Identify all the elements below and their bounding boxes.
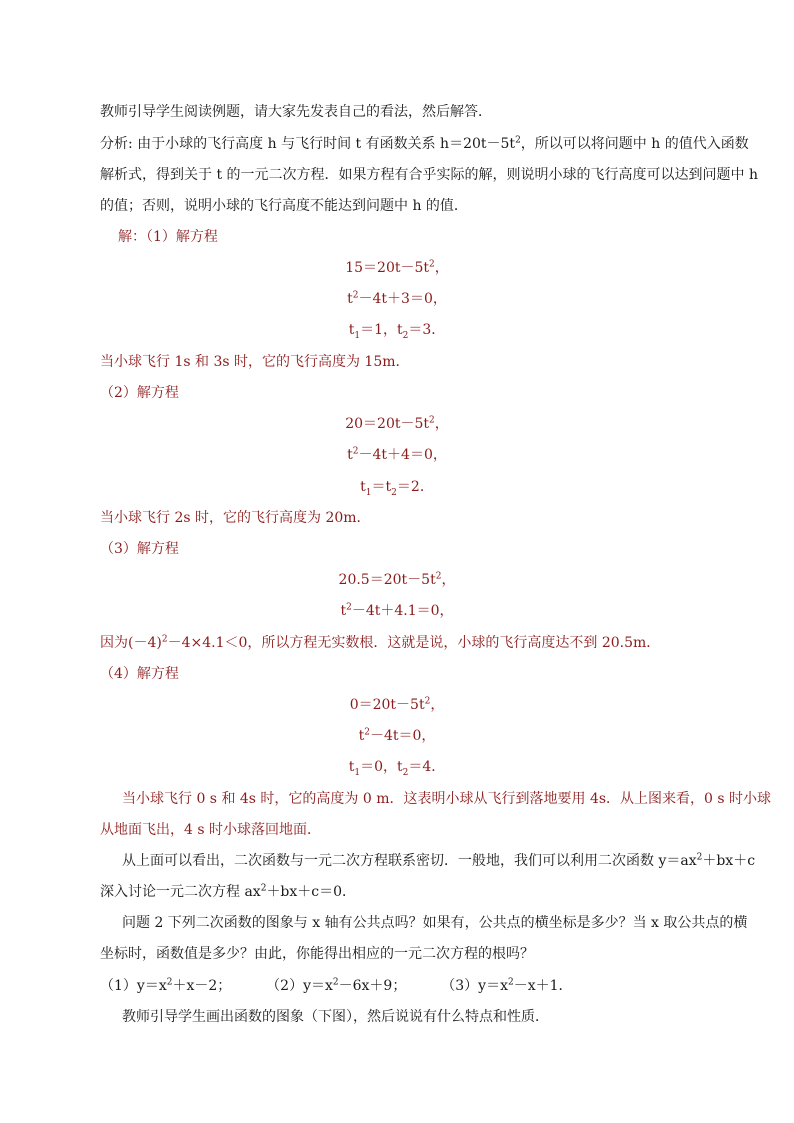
question-2-line-2: 坐标时，函数值是多少？由此，你能得出相应的一元二次方程的根吗？ xyxy=(100,946,534,962)
solution-2-equation-1: $20=20t-5t^2$， xyxy=(345,415,449,432)
intro-text: 教师引导学生阅读例题，请大家先发表自己的看法，然后解答． xyxy=(100,104,492,120)
function-2: $(2)y=x^2-6x+9$； xyxy=(266,977,407,994)
question-2-line-1: 问题 2 下列二次函数的图象与 x 轴有公共点吗？如果有，公共点的横坐标是多少？当 x 取公共点的横 xyxy=(122,915,748,931)
solution-1-equation-1: $15=20t-5t^2$， xyxy=(345,259,449,276)
solution-4-heading: （4）解方程 xyxy=(100,666,179,682)
relation-line-2: 深入讨论一元二次方程 $ax^2+bx+c=0$． xyxy=(100,883,357,900)
solution-4-equation-2: $t^2-4t=0$， xyxy=(358,727,436,744)
relation-line-1: 从上面可以看出，二次函数与一元二次方程联系密切．一般地，我们可以利用二次函数 $y=ax^2+bx+c$ xyxy=(122,852,756,869)
solution-3-equation-2: $t^2-4t+4.1=0$， xyxy=(340,602,454,619)
solution-2-heading: （2）解方程 xyxy=(100,385,179,401)
solution-1-equation-2: $t^2-4t+3=0$， xyxy=(347,290,447,307)
solution-4-equation-1: $0=20t-5t^2$， xyxy=(349,696,445,713)
function-3: $(3)y=x^2-x+1$． xyxy=(441,977,573,994)
solution-2-conclusion: 当小球飞行 2s 时，它的飞行高度为 20m． xyxy=(100,510,371,526)
solution-2-equation-3: $t_1=t_2=2$． xyxy=(360,479,434,498)
solution-3-conclusion: 因为$(-4)^2-4\times 4.1<0$，所以方程无实数根．这就是说，小球的飞行高度达不到 20.5m． xyxy=(100,634,661,651)
solution-4-conclusion-line-2: 从地面飞出，4 s 时小球落回地面． xyxy=(100,822,321,838)
solution-3-heading: （3）解方程 xyxy=(100,541,179,557)
solution-1-heading: 解：（1）解方程 xyxy=(118,229,218,245)
solution-4-conclusion-line-1: 当小球飞行 0 s 和 4s 时，它的高度为 0 m．这表明小球从飞行到落地要用 4s．从上图来看，0 s 时小球 xyxy=(122,791,772,807)
solution-2-equation-2: $t^2-4t+4=0$， xyxy=(347,446,447,463)
question-2-functions xyxy=(100,976,720,996)
analysis-line-2: 解析式，得到关于 t 的一元二次方程．如果方程有合乎实际的解，则说明小球的飞行高度可以达到问题中 h xyxy=(100,167,758,183)
solution-4-equation-3: $t_1=0$，$t_2=4$． xyxy=(348,759,446,778)
analysis-line-3: 的值；否则，说明小球的飞行高度不能达到问题中 h 的值． xyxy=(100,198,468,214)
solution-1-conclusion: 当小球飞行 1s 和 3s 时，它的飞行高度为 15m． xyxy=(100,354,410,370)
solution-1-equation-3: $t_1=1$，$t_2=3$． xyxy=(348,322,446,341)
function-1: $(1)y=x^2+x-2$； xyxy=(100,977,232,994)
solution-3-equation-1: $20.5=20t-5t^2$， xyxy=(338,571,456,588)
analysis-line-1: 分析: 由于小球的飞行高度 h 与飞行时间 t 有函数关系 $h=20t-5t^2$，所以可以将问题中 h 的值代入函数 xyxy=(100,135,749,152)
final-instruction: 教师引导学生画出函数的图象（下图），然后说说有什么特点和性质． xyxy=(122,1009,549,1025)
